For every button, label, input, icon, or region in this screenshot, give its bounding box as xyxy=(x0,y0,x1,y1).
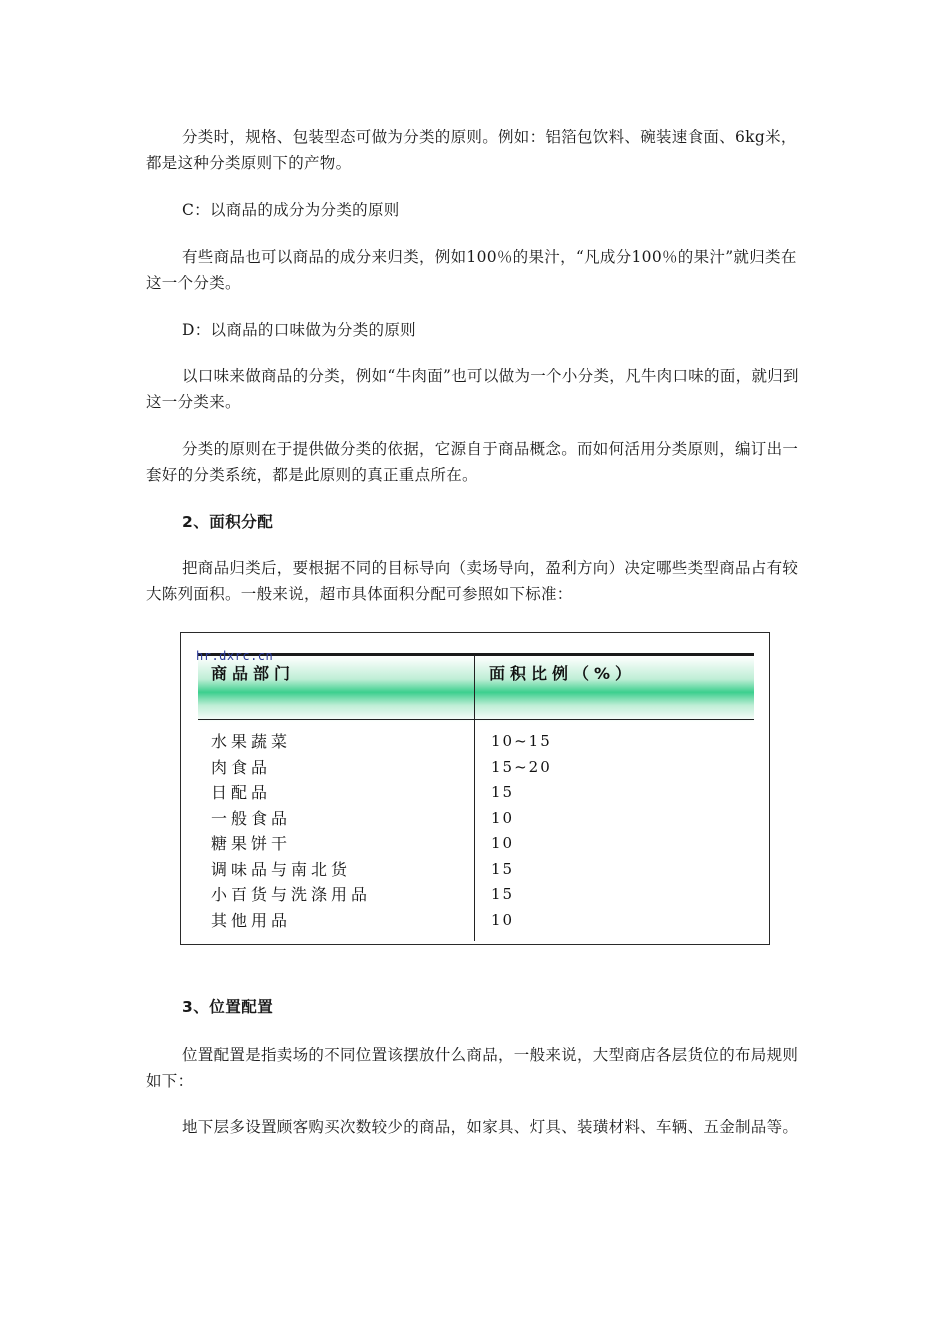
department-column xyxy=(211,729,371,933)
table-cell-ratio: 10 xyxy=(491,834,515,852)
table-cell-dept: 小百货与洗涤用品 xyxy=(211,885,372,904)
table-cell-ratio: 15~20 xyxy=(491,757,552,776)
paragraph-principle-summary: 分类的原则在于提供做分类的依据，它源自于商品概念。而如何活用分类原则，编订出一套好的分类系统，都是此原则的真正重点所在。 xyxy=(146,440,799,484)
watermark: hr.dxrc.cn xyxy=(196,649,274,663)
area-allocation-table xyxy=(180,632,770,945)
table-cell-ratio: 15 xyxy=(491,783,515,801)
paragraph-flavor: 以口味来做商品的分类，例如“牛肉面”也可以做为一个小分类，凡牛肉口味的面，就归到这一分类来。 xyxy=(146,367,799,411)
paragraph-basement-floor: 地下层多设置顾客购买次数较少的商品，如家具、灯具、装璜材料、车辆、五金制品等。 xyxy=(182,1118,799,1136)
paragraph-area-allocation: 把商品归类后，要根据不同的目标导向（卖场导向，盈利方向）决定哪些类型商品占有较大陈列面积。一般来说，超市具体面积分配可参照如下标准： xyxy=(146,559,799,603)
table-cell-dept: 其他用品 xyxy=(211,910,292,930)
table-cell-dept: 肉食品 xyxy=(211,757,272,777)
table-header-department: 商品部门 xyxy=(211,664,296,683)
table-cell-dept: 日配品 xyxy=(211,783,272,802)
subheading-composition: C：以商品的成分为分类的原则 xyxy=(182,201,400,219)
paragraph-composition: 有些商品也可以商品的成分来归类，例如100％的果汁，“凡成分100％的果汁”就归类在这一个分类。 xyxy=(146,248,797,292)
table-cell-ratio: 15 xyxy=(491,885,515,903)
paragraph-position-allocation: 位置配置是指卖场的不同位置该摆放什么商品，一般来说，大型商店各层货位的布局规则如下： xyxy=(146,1046,799,1090)
ratio-column xyxy=(491,729,552,933)
section-heading-area-allocation: 2、面积分配 xyxy=(182,513,274,531)
table-cell-dept: 水果蔬菜 xyxy=(211,732,292,751)
section-heading-position-allocation: 3、位置配置 xyxy=(182,998,274,1016)
subheading-flavor: D：以商品的口味做为分类的原则 xyxy=(182,321,416,339)
table-cell-ratio: 10 xyxy=(491,910,515,929)
table-cell-ratio: 10~15 xyxy=(491,732,552,750)
paragraph-packaging-principle: 分类时，规格、包装型态可做为分类的原则。例如：铝箔包饮料、碗装速食面、6kg米，都是这种分类原则下的产物。 xyxy=(146,128,797,172)
table-column-divider xyxy=(474,655,475,941)
table-header-ratio: 面积比例（%） xyxy=(489,664,637,683)
table-cell-ratio: 15 xyxy=(491,859,515,878)
table-cell-dept: 调味品与南北货 xyxy=(211,859,352,879)
table-header-divider xyxy=(198,719,754,720)
table-cell-dept: 糖果饼干 xyxy=(211,834,292,853)
table-cell-ratio: 10 xyxy=(491,808,515,827)
table-cell-dept: 一般食品 xyxy=(211,808,292,828)
